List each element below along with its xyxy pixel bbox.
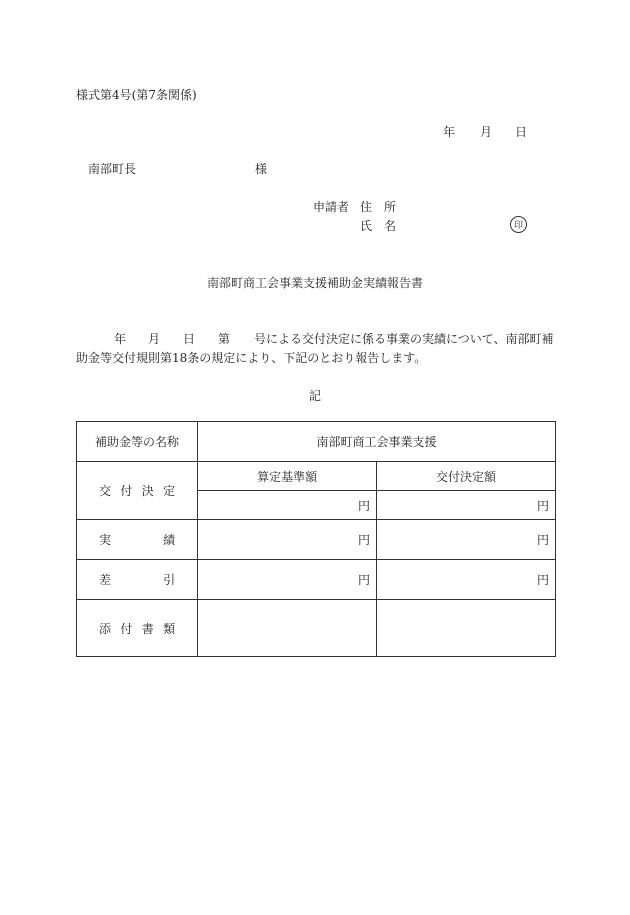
diff-label-cell — [77, 560, 198, 600]
addressee: 南部町長 — [88, 162, 137, 176]
table-row-diff — [77, 560, 556, 600]
decision-amount-yen: 円 — [377, 491, 556, 520]
diff-label-char: 差 — [99, 573, 112, 587]
attach-label-char: 付 — [120, 621, 133, 636]
actual-label — [83, 531, 191, 548]
diff-label-char: 引 — [163, 573, 176, 587]
form-number: 様式第4号(第7条関係) — [76, 88, 197, 102]
decision-label-char: 決 — [141, 484, 154, 498]
actual-label-char: 実 — [99, 533, 112, 547]
attach-cell-2 — [377, 600, 556, 657]
decision-label — [83, 482, 191, 499]
attach-label-cell — [77, 600, 198, 657]
body-year: 年 — [114, 332, 127, 346]
date-month-label: 月 — [480, 125, 493, 139]
attach-label-char: 添 — [99, 621, 112, 636]
body-dai: 第 — [218, 332, 231, 346]
seal-text: 印 — [513, 221, 523, 231]
table-row-name — [77, 422, 556, 462]
document-title: 南部町商工会事業支援補助金実績報告書 — [206, 276, 423, 290]
applicant-address-label: 住 所 — [360, 200, 397, 214]
report-table — [76, 421, 556, 657]
diff-amount-yen: 円 — [377, 560, 556, 600]
col-base-header: 算定基準額 — [198, 462, 377, 491]
honorific: 様 — [255, 162, 268, 176]
seal-mark — [510, 216, 527, 233]
table-row-attachments — [77, 600, 556, 657]
table-row-actual — [77, 520, 556, 560]
table-row-decision-header — [77, 462, 556, 491]
actual-label-cell — [77, 520, 198, 560]
attach-label-char: 類 — [163, 621, 176, 636]
subsidy-name-label: 補助金等の名称 — [77, 422, 198, 462]
col-decision-header: 交付決定額 — [377, 462, 556, 491]
attach-label-char: 書 — [141, 621, 154, 636]
body-line1-text: 号による交付決定に係る事業の実績について、南部町補 — [254, 332, 554, 346]
attach-cell-1 — [198, 600, 377, 657]
attach-label — [83, 620, 191, 637]
date-year-label: 年 — [443, 125, 456, 139]
decision-base-yen: 円 — [198, 491, 377, 520]
actual-base-yen: 円 — [198, 520, 377, 560]
diff-label — [83, 571, 191, 588]
applicant-label: 申請者 — [313, 200, 350, 214]
decision-label-char: 交 — [99, 484, 112, 498]
actual-amount-yen: 円 — [377, 520, 556, 560]
decision-label-cell — [77, 462, 198, 520]
subsidy-name-value: 南部町商工会事業支援 — [198, 422, 556, 462]
diff-base-yen: 円 — [198, 560, 377, 600]
applicant-name-label: 氏 名 — [360, 219, 397, 233]
decision-label-char: 定 — [163, 484, 176, 498]
decision-label-char: 付 — [120, 484, 133, 498]
body-line2: 助金等交付規則第18条の規定により、下記のとおり報告します。 — [76, 351, 427, 365]
body-day: 日 — [183, 332, 196, 346]
ki-label: 記 — [308, 389, 321, 403]
body-month: 月 — [148, 332, 161, 346]
date-day-label: 日 — [515, 125, 528, 139]
actual-label-char: 績 — [163, 533, 176, 547]
